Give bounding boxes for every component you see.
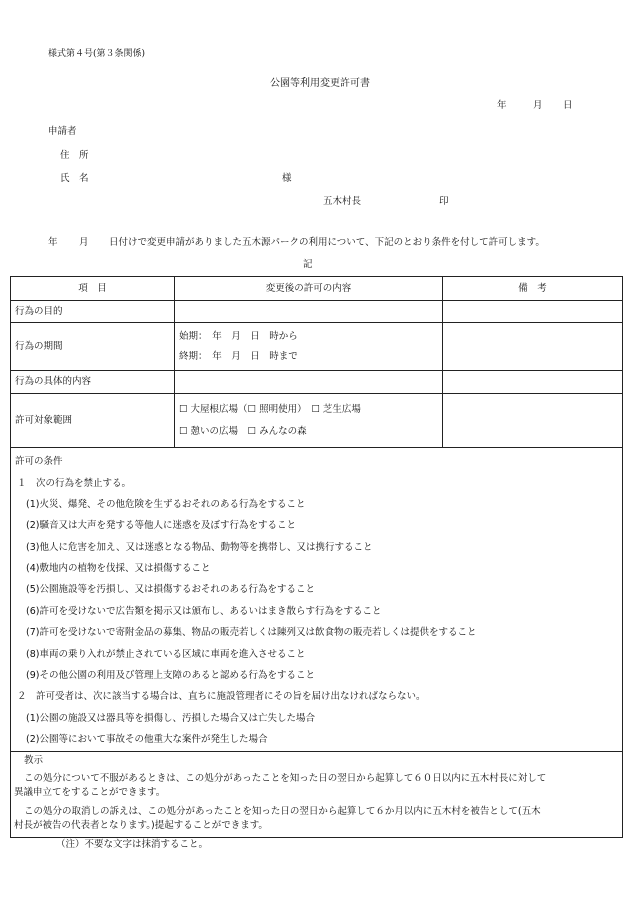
detail-remarks (443, 371, 623, 394)
table-header-row (11, 277, 623, 301)
header-content: 変更後の許可の内容 (175, 277, 443, 301)
notice-para2-line2: 村長が被告の代表者となります。)提起することができます。 (14, 820, 268, 831)
condition-item-2: ２ 許可受者は、次に該当する場合は、直ちに施設管理者にその旨を届け出なければならない。 (17, 691, 426, 702)
notice-para1-line2: 異議申立てをすることができます。 (14, 787, 166, 798)
scope-options-line1: ☐ 大屋根広場（☐ 照明使用） ☐ 芝生広場 (179, 403, 361, 415)
scope-label: 許可対象範囲 (11, 394, 175, 448)
list-item: (1)火災、爆発、その他危険を生ずるおそれのある行為をすること (26, 499, 306, 510)
permit-table (10, 276, 623, 448)
applicant-label: 申請者 (48, 126, 77, 137)
purpose-label: 行為の目的 (11, 301, 175, 323)
conditions-box (10, 448, 623, 752)
table-row (11, 301, 623, 323)
table-row (11, 371, 623, 394)
list-item: (7)許可を受けないで寄附金品の募集、物品の販売若しくは陳列又は飲食物の販売若しくは提供をすること (26, 627, 477, 638)
date-day-label: 日 (563, 100, 573, 111)
issuer-name: 五木村長 (323, 196, 362, 207)
list-item: (2)騒音又は大声を発する等他人に迷惑を及ぼす行為をすること (26, 520, 296, 531)
header-item: 項 目 (11, 277, 175, 301)
footnote: （注）不要な文字は抹消すること。 (56, 839, 209, 850)
list-item: (3)他人に危害を加え、又は迷惑となる物品、動物等を携帯し、又は携行すること (26, 542, 373, 553)
scope-value (175, 394, 443, 448)
conditions-title: 許可の条件 (15, 456, 63, 467)
statement-year: 年 (48, 237, 58, 248)
list-item: (5)公園施設等を汚損し、又は損傷するおそれのある行為をすること (26, 584, 315, 595)
condition-item-1: １ 次の行為を禁止する。 (17, 478, 132, 489)
list-item: (8)車両の乗り入れが禁止されている区域に車両を進入させること (26, 649, 306, 660)
list-item: (4)敷地内の植物を伐採、又は損傷すること (26, 563, 211, 574)
document-title: 公園等利用変更許可書 (270, 78, 370, 89)
detail-value (175, 371, 443, 394)
list-item: (6)許可を受けないで広告類を掲示又は頒布し、あるいはまき散らす行為をすること (26, 606, 382, 617)
address-label: 住 所 (60, 150, 89, 161)
list-item: (9)その他公園の利用及び管理上支障のあると認める行為をすること (26, 670, 315, 681)
purpose-remarks (443, 301, 623, 323)
date-month-label: 月 (533, 100, 543, 111)
period-remarks (443, 323, 623, 371)
period-end: 終期： 年 月 日 時まで (179, 351, 298, 362)
table-row (11, 323, 623, 371)
detail-label: 行為の具体的内容 (11, 371, 175, 394)
notice-title: 教示 (24, 755, 44, 766)
list-item: (1)公園の施設又は器具等を損傷し、汚損した場合又は亡失した場合 (26, 713, 315, 724)
permit-statement: 日付けで変更申請がありました五木源パークの利用について、下記のとおり条件を付して許可します。 (109, 237, 545, 248)
list-item: (2)公園等において事故その他重大な案件が発生した場合 (26, 734, 268, 745)
notice-para1-line1: この処分について不服があるときは、この処分があったことを知った日の翌日から起算して６０日以内に五木村長に対して (24, 773, 547, 784)
header-remarks: 備 考 (443, 277, 623, 301)
period-label: 行為の期間 (11, 323, 175, 371)
statement-month: 月 (79, 237, 89, 248)
scope-options-line2: ☐ 憩いの広場 ☐ みんなの森 (179, 426, 307, 437)
purpose-value (175, 301, 443, 323)
period-start: 始期： 年 月 日 時から (179, 330, 298, 342)
honorific: 様 (282, 173, 292, 184)
period-value (175, 323, 443, 371)
name-label: 氏 名 (60, 173, 89, 184)
notice-para2-line1: この処分の取消しの訴えは、この処分があったことを知った日の翌日から起算して６か月以内に五木村を被告として(五木 (24, 806, 541, 817)
table-row (11, 394, 623, 448)
date-year-label: 年 (497, 100, 507, 111)
ki-heading: 記 (303, 259, 313, 270)
seal-mark: 印 (439, 196, 449, 207)
scope-remarks (443, 394, 623, 448)
form-number: 様式第４号(第３条関係) (48, 49, 146, 59)
